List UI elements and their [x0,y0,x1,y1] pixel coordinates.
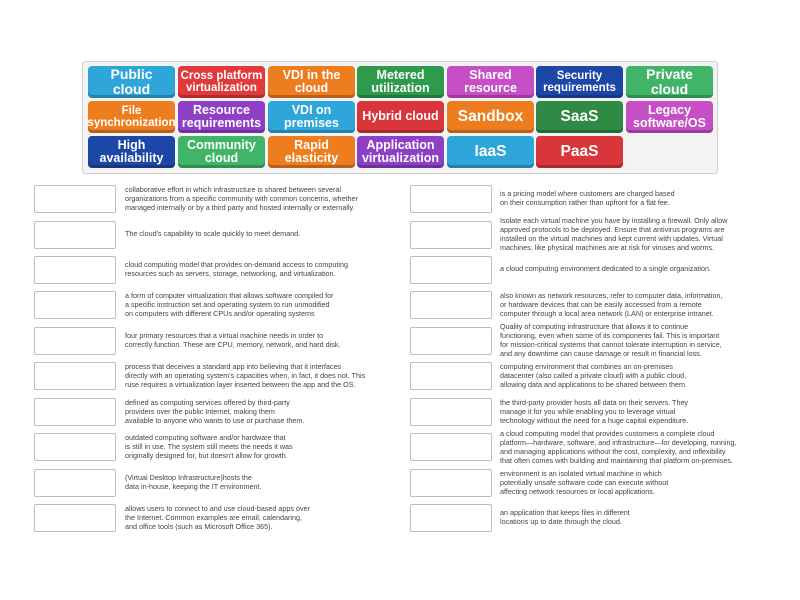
description-text: outdated computing software and/or hardware that is still in use. The system still meets the needs it was originally designed for, but doesn't allow for growth. [125,433,293,460]
tile-label: VDI in the cloud [282,67,341,95]
tile-label: Hybrid cloud [362,109,439,124]
tile-label: Community cloud [187,137,256,165]
drop-box[interactable] [34,362,116,390]
tile-community-cloud[interactable] [178,136,265,168]
tile-private-cloud[interactable] [626,66,713,98]
tile-public-cloud[interactable] [88,66,175,98]
description-text: the third-party provider hosts all data on their servers. They manage it for you while enabling you to leverage virtual technology without the need for a huge capital expenditure. [500,398,689,425]
description-text: four primary resources that a virtual machine needs in order to correctly function. These are CPU, memory, network, and hard disk. [125,331,341,349]
description-text: defined as computing services offered by third-party providers over the public Internet, making them available to anyone who wants to use or purchase them. [125,398,305,425]
drop-box[interactable] [410,185,492,213]
tile-label: Security requirements [543,69,616,94]
tile-security-requirements[interactable] [536,66,623,98]
tile-label: File synchronization [87,104,176,129]
tile-legacy-software-os[interactable] [626,101,713,133]
description-text: cloud computing model that provides on-demand access to computing resources such as servers, storage, networking, and virtualization. [125,260,348,278]
tile-rapid-elasticity[interactable] [268,136,355,168]
drop-box[interactable] [410,221,492,249]
tile-label: Public cloud [110,65,153,97]
tile-label: VDI on premises [284,102,339,130]
description-text: Quality of computing infrastructure that allows it to continue functioning, even when some of its components fail. This is important for mission-critical systems that cannot tolerate interruption in service, and any downtime can cause damage or result in financial loss. [500,322,722,358]
tile-label: High availability [99,137,164,165]
tile-label: Legacy software/OS [633,102,706,130]
tile-vdi-on-premises[interactable] [268,101,355,133]
tile-label: PaaS [560,142,599,160]
tile-label: Sandbox [457,107,524,125]
tile-label: Application virtualization [361,137,440,165]
tile-label: Cross platform virtualization [180,69,263,94]
drop-box[interactable] [410,433,492,461]
tile-label: SaaS [560,107,599,125]
tile-label: IaaS [474,142,507,160]
description-text: an application that keeps files in different locations up to date through the cloud. [500,508,630,526]
tile-label: Resource requirements [181,102,262,130]
description-text: collaborative effort in which infrastructure is shared between several organizations from a specific community with common concerns, whether managed internally or by a third party and hosted internally or externally. [125,185,358,212]
drop-box[interactable] [34,398,116,426]
description-text: a cloud computing model that provides customers a complete cloud platform—hardware, software, and infrastructure—for developing, running, and managing applications without the cost, complexity, and inflexibility that often comes with building and maintaining that platform on-premises. [500,429,737,465]
drop-box[interactable] [410,469,492,497]
tile-cross-platform-virtualization[interactable] [178,66,265,98]
drop-box[interactable] [34,221,116,249]
description-text: computing environment that combines an on-premises datacenter (also called a private cloud) with a public cloud, allowing data and applications to be shared between them. [500,362,688,389]
description-text: allows users to connect to and use cloud-based apps over the Internet. Common examples are email, calendaring, and office tools (such as Microsoft Office 365). [125,504,310,531]
description-text: is a pricing model where customers are charged based on their consumption rather than upfront for a flat fee. [500,189,675,207]
description-text: environment is an isolated virtual machine in which potentially unsafe software code can execute without affecting network resources or local applications. [500,469,669,496]
tile-paas[interactable] [536,136,623,168]
tile-resource-requirements[interactable] [178,101,265,133]
drop-box[interactable] [410,398,492,426]
drop-box[interactable] [410,504,492,532]
drop-box[interactable] [410,291,492,319]
drop-box[interactable] [34,291,116,319]
drop-box[interactable] [34,256,116,284]
tile-application-virtualization[interactable] [357,136,444,168]
tile-label: Rapid elasticity [284,137,339,165]
tile-saas[interactable] [536,101,623,133]
tile-sandbox[interactable] [447,101,534,133]
description-text: Isolate each virtual machine you have by installing a firewall. Only allow approved protocols to be deployed. Ensure that antivirus programs are installed on the virtual machines and kept current with updates. Virtual machines, like physical machines are at risk for viruses and worms. [500,216,728,252]
description-text: (Virtual Desktop Infrastructure)hosts the data in-house, keeping the IT environment. [125,473,262,491]
drop-box[interactable] [410,256,492,284]
tile-hybrid-cloud[interactable] [357,101,444,133]
drop-box[interactable] [410,362,492,390]
drop-box[interactable] [34,433,116,461]
drop-box[interactable] [34,185,116,213]
description-text: process that deceives a standard app into believing that it interfaces directly with an operating system's capacities when, in fact, it does not. This ruse requires a virtualization layer inserted between the app and the OS. [125,362,366,389]
description-text: The cloud's capability to scale quickly to meet demand. [125,229,301,238]
description-text: a cloud computing environment dedicated to a single organization. [500,264,711,273]
tile-metered-utilization[interactable] [357,66,444,98]
drop-box[interactable] [410,327,492,355]
drop-box[interactable] [34,327,116,355]
tile-file-synchronization[interactable] [88,101,175,133]
tile-bank [82,61,718,174]
tile-label: Private cloud [646,65,693,97]
description-text: a form of computer virtualization that allows software compiled for a specific instruction set and operating system to run unmodified on computers with different CPUs and/or operating systems [125,291,334,318]
tile-high-availability[interactable] [88,136,175,168]
description-text: also known as network resources, refer to computer data, information, or hardware devices that can be easily accessed from a remote computer through a local area network (LAN) or enterprise intranet. [500,291,723,318]
tile-label: Metered utilization [371,67,430,95]
tile-label: Shared resource [464,67,517,95]
tile-iaas[interactable] [447,136,534,168]
drop-box[interactable] [34,504,116,532]
tile-shared-resource[interactable] [447,66,534,98]
drop-box[interactable] [34,469,116,497]
tile-vdi-in-the-cloud[interactable] [268,66,355,98]
